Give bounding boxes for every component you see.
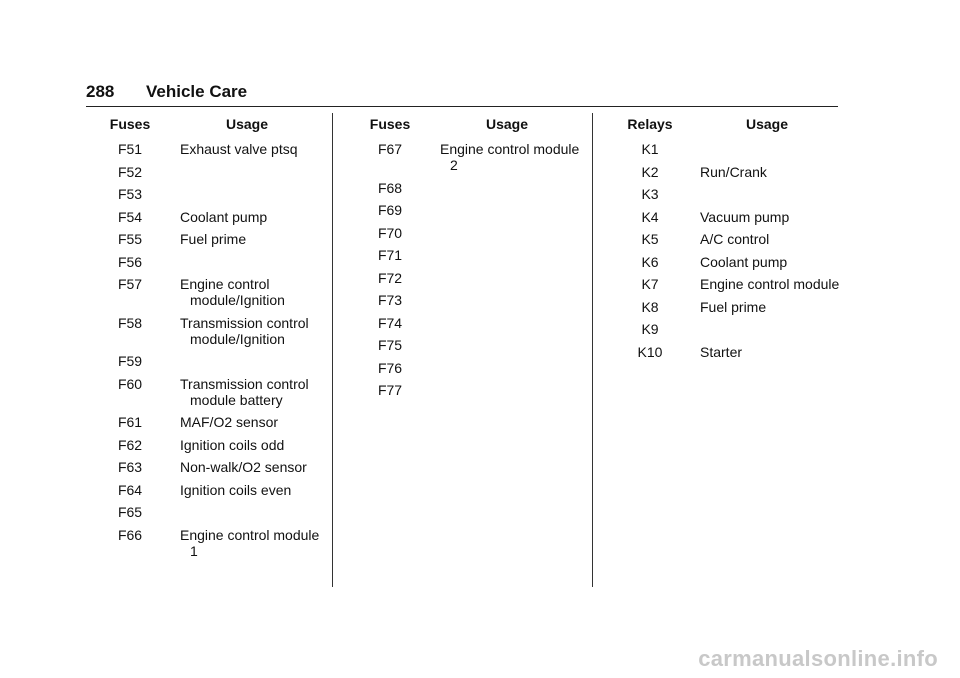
table-row [348, 138, 588, 177]
row-code: F70 [377, 224, 403, 241]
row-usage [440, 225, 590, 241]
row-usage: A/C control [700, 231, 770, 247]
row-usage [700, 186, 850, 202]
row-code: F69 [377, 202, 403, 218]
row-usage: Non-walk/O2 sensor [180, 459, 307, 475]
row-usage: Transmission control module battery [180, 375, 309, 408]
table-row [88, 350, 328, 373]
fuses-table-2 [348, 116, 588, 402]
row-code: K3 [641, 186, 659, 202]
table-row [88, 251, 328, 274]
table-row [348, 312, 588, 335]
row-code: K5 [641, 231, 659, 247]
header-relays: Relays [627, 116, 673, 132]
row-code: K1 [641, 141, 659, 157]
row-code: F64 [117, 481, 143, 498]
row-usage: Exhaust valve ptsq [180, 141, 298, 157]
row-usage [700, 321, 850, 337]
row-usage: Ignition coils odd [180, 436, 285, 453]
table-row [608, 161, 848, 184]
table-body [348, 138, 588, 402]
table-body [88, 138, 328, 562]
row-usage [180, 504, 330, 520]
table-row [88, 273, 328, 312]
row-usage [440, 292, 590, 308]
table-row [608, 251, 848, 274]
row-usage: Coolant pump [700, 253, 788, 270]
table-row [608, 318, 848, 341]
table-header [88, 116, 328, 138]
watermark: carmanualsonline.info [698, 646, 938, 671]
column-divider [332, 113, 333, 587]
row-code: F66 [117, 526, 143, 543]
table-row [608, 228, 848, 251]
row-usage [700, 141, 850, 157]
row-code: F76 [377, 359, 403, 376]
row-usage: MAF/O2 sensor [180, 414, 279, 430]
row-usage: Engine control module 2 [440, 141, 580, 173]
row-code: F74 [377, 314, 403, 331]
table-row [348, 357, 588, 380]
row-code: K8 [641, 298, 659, 315]
row-code: F53 [117, 186, 143, 202]
table-row [348, 289, 588, 312]
row-code: F54 [117, 208, 143, 225]
row-code: K4 [641, 208, 659, 225]
row-usage: Run/Crank [700, 163, 767, 180]
table-row [348, 222, 588, 245]
row-usage [440, 315, 590, 331]
row-usage: Coolant pump [180, 208, 268, 225]
header-usage: Usage [485, 116, 529, 132]
relays-table [608, 116, 848, 363]
row-code: K2 [641, 163, 659, 180]
table-row [348, 177, 588, 200]
row-code: F63 [117, 459, 143, 475]
table-row [608, 273, 848, 296]
row-usage [180, 164, 330, 180]
page-number: 288 [86, 82, 115, 101]
section-title: Vehicle Care [146, 82, 248, 101]
row-code: K7 [641, 276, 659, 292]
row-code: F58 [117, 314, 143, 331]
row-usage [440, 270, 590, 286]
table-row [348, 199, 588, 222]
row-usage: Starter [700, 343, 743, 360]
row-code: F72 [377, 269, 403, 286]
table-row [88, 312, 328, 351]
table-row [88, 373, 328, 412]
table-row [348, 244, 588, 267]
column-divider [592, 113, 593, 587]
row-code: K6 [641, 253, 659, 270]
row-usage [180, 353, 330, 369]
table-header [608, 116, 848, 138]
table-row [348, 334, 588, 357]
row-code: F60 [117, 375, 143, 392]
table-row [88, 183, 328, 206]
row-code: F51 [117, 141, 143, 157]
row-usage: Engine control module/Ignition [180, 276, 285, 308]
table-body [608, 138, 848, 363]
row-usage [180, 186, 330, 202]
row-code: F61 [117, 414, 143, 430]
row-usage [440, 382, 590, 398]
row-usage [440, 247, 590, 263]
header-fuses: Fuses [369, 116, 411, 132]
row-code: F75 [377, 337, 403, 353]
row-usage [440, 202, 590, 218]
page-header [86, 82, 838, 107]
table-row [88, 161, 328, 184]
table-row [88, 456, 328, 479]
row-usage: Engine control module [700, 276, 840, 292]
row-code: F55 [117, 231, 143, 247]
row-code: F52 [117, 163, 143, 180]
row-usage: Vacuum pump [700, 208, 790, 225]
row-usage [440, 360, 590, 376]
row-usage: Fuel prime [700, 298, 767, 315]
table-row [88, 411, 328, 434]
row-code: F71 [377, 247, 403, 263]
header-usage: Usage [745, 116, 789, 132]
row-code: F56 [117, 253, 143, 270]
table-row [608, 296, 848, 319]
row-code: K10 [637, 343, 663, 360]
fuses-table-1 [88, 116, 328, 562]
row-code: F68 [377, 179, 403, 196]
row-code: F77 [377, 382, 403, 398]
row-usage [440, 180, 590, 196]
table-row [88, 228, 328, 251]
table-row [348, 267, 588, 290]
row-usage: Ignition coils even [180, 481, 292, 498]
table-row [608, 341, 848, 364]
table-header [348, 116, 588, 138]
row-usage: Transmission control module/Ignition [180, 314, 309, 347]
row-usage [180, 254, 330, 270]
row-code: F67 [377, 141, 403, 157]
table-row [88, 479, 328, 502]
table-row [348, 379, 588, 402]
header-fuses: Fuses [109, 116, 151, 132]
header-usage: Usage [225, 116, 269, 132]
table-row [88, 138, 328, 161]
row-usage: Engine control module 1 [180, 526, 320, 559]
table-row [88, 501, 328, 524]
row-code: F62 [117, 436, 143, 453]
row-usage: Fuel prime [180, 231, 247, 247]
table-row [88, 524, 328, 563]
table-row [88, 434, 328, 457]
row-code: F73 [377, 292, 403, 308]
row-code: K9 [641, 321, 659, 337]
row-code: F57 [117, 276, 143, 292]
table-row [608, 138, 848, 161]
row-code: F65 [117, 504, 143, 520]
table-row [608, 183, 848, 206]
table-row [88, 206, 328, 229]
row-usage [440, 337, 590, 353]
row-code: F59 [117, 353, 143, 369]
table-row [608, 206, 848, 229]
